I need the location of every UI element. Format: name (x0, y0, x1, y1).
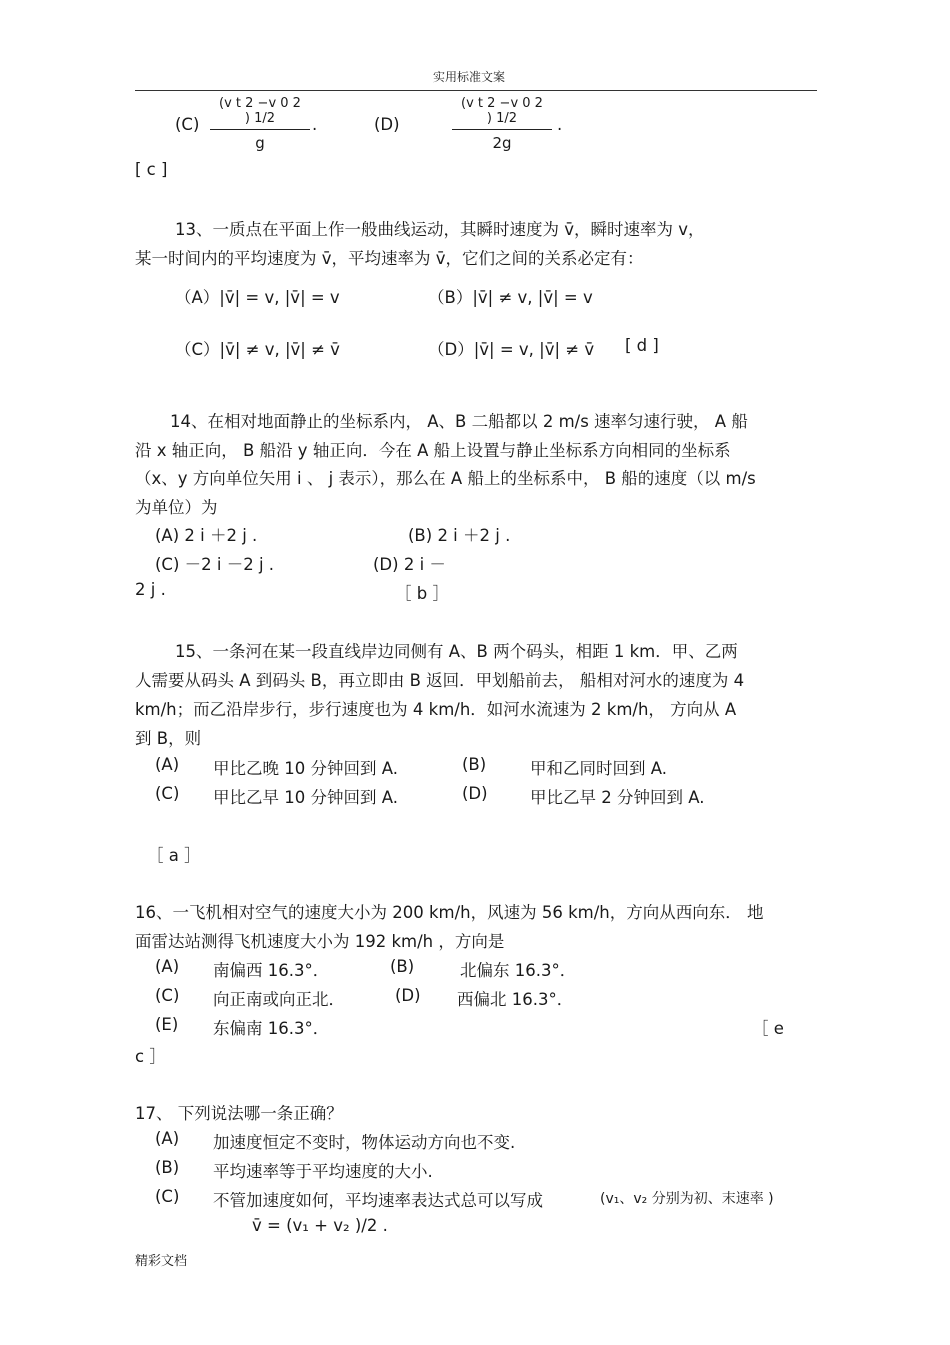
q15-text-line-1: 15、一条河在某一段直线岸边同侧有 A、B 两个码头，相距 1 km．甲、乙两 (175, 642, 738, 661)
q16-option-c-label: (C) (155, 986, 180, 1005)
q16-option-b: 北偏东 16.3°． (460, 961, 577, 980)
q15-option-c: 甲比乙早 10 分钟回到 A. (213, 788, 398, 807)
q14-text-line-4: 为单位）为 (135, 498, 218, 517)
q15-text-line-4: 到 B，则 (135, 729, 202, 748)
q17-option-c-formula: v̄ = (v₁ + v₂ )/2 . (252, 1216, 388, 1235)
q15-text-line-2: 人需要从码头 A 到码头 B，再立即由 B 返回．甲划船前去， 船相对河水的速度为 4 (135, 671, 745, 690)
q12-d-denominator: 2g (492, 134, 512, 152)
q12-d-period: . (557, 115, 563, 134)
q14-text-line-2: 沿 x 轴正向， B 船沿 y 轴正向．今在 A 船上设置与静止坐标系方向相同的坐标系 (135, 441, 731, 460)
q17-option-c-label: (C) (155, 1187, 180, 1206)
q15-option-a: 甲比乙晚 10 分钟回到 A. (213, 759, 398, 778)
q13-option-c: （C）|v̄| ≠ v, |v̄| ≠ v̄ (175, 340, 340, 359)
q17-text-line-1: 17、 下列说法哪一条正确？ (135, 1104, 343, 1123)
q13-option-a: （A）|v̄| = v, |v̄| = v (175, 288, 340, 307)
q12-answer: [ c ] (135, 160, 168, 179)
q15-option-b-label: (B) (462, 755, 487, 774)
header-rule (135, 90, 817, 91)
q13-answer: [ d ] (625, 336, 659, 355)
q17-option-c: 不管加速度如何，平均速率表达式总可以写成 (213, 1191, 543, 1210)
q15-option-c-label: (C) (155, 784, 180, 803)
q16-answer-part-2: c ］ (135, 1047, 166, 1066)
q12-option-c-label: (C) (175, 115, 200, 134)
q15-text-line-3: km/h；而乙沿岸步行，步行速度也为 4 km/h．如河水流速为 2 km/h， 方向从 A (135, 700, 737, 719)
q12-option-d-fraction (452, 96, 552, 152)
q12-d-numerator: (v t 2 −v 0 2 ) 1/2 (452, 96, 552, 130)
q16-option-e: 东偏南 16.3°． (213, 1019, 330, 1038)
q14-text-line-1: 14、在相对地面静止的坐标系内， A、B 二船都以 2 m/s 速率匀速行驶， A 船 (170, 412, 748, 431)
page-footer: 精彩文档 (135, 1254, 188, 1269)
q15-option-d-label: (D) (462, 784, 488, 803)
q17-option-a: 加速度恒定不变时，物体运动方向也不变. (213, 1133, 516, 1152)
q14-option-d-continued: 2 j . (135, 580, 166, 599)
q12-c-denominator: g (255, 134, 265, 152)
page-header: 实用标准文案 (433, 70, 506, 84)
q16-option-a: 南偏西 16.3°． (213, 961, 330, 980)
q12-c-numerator: (v t 2 −v 0 2 ) 1/2 (210, 96, 310, 130)
q16-option-a-label: (A) (155, 957, 180, 976)
q14-text-line-3: （x、y 方向单位矢用 i 、 j 表示），那么在 A 船上的坐标系中， B 船的速度（以 m/s (135, 469, 756, 488)
q13-text-line-1: 13、一质点在平面上作一般曲线运动，其瞬时速度为 v̄，瞬时速率为 v， (175, 220, 705, 239)
q17-option-c-note: (v₁、v₂ 分别为初、末速率 ) (600, 1191, 774, 1207)
q13-text-line-2: 某一时间内的平均速度为 v̄，平均速率为 v̄，它们之间的关系必定有： (135, 249, 644, 268)
q12-c-period: . (312, 115, 318, 134)
q14-option-c: (C) －2 i －2 j . (155, 555, 275, 574)
q17-option-a-label: (A) (155, 1129, 180, 1148)
q16-option-d: 西偏北 16.3°． (457, 990, 574, 1009)
q16-option-e-label: (E) (155, 1015, 179, 1034)
q14-option-a: (A) 2 i ＋2 j . (155, 526, 258, 545)
q14-option-b: (B) 2 i ＋2 j . (408, 526, 511, 545)
q15-answer: ［ a ］ (147, 846, 201, 865)
q13-option-b: （B）|v̄| ≠ v, |v̄| = v (428, 288, 593, 307)
q14-option-d: (D) 2 i － (373, 555, 446, 574)
q16-option-d-label: (D) (395, 986, 421, 1005)
q15-option-d: 甲比乙早 2 分钟回到 A. (530, 788, 705, 807)
q16-option-c: 向正南或向正北． (213, 990, 345, 1009)
q17-option-b: 平均速率等于平均速度的大小. (213, 1162, 433, 1181)
q12-option-d-label: (D) (374, 115, 400, 134)
q16-option-b-label: (B) (390, 957, 415, 976)
q16-answer-part-1: ［ e (752, 1019, 784, 1038)
q16-text-line-2: 面雷达站测得飞机速度大小为 192 km/h ，方向是 (135, 932, 505, 951)
q14-answer: ［ b ］ (395, 584, 449, 603)
q15-option-b: 甲和乙同时回到 A. (530, 759, 667, 778)
q15-option-a-label: (A) (155, 755, 180, 774)
q17-option-b-label: (B) (155, 1158, 180, 1177)
q13-option-d: （D）|v̄| = v, |v̄| ≠ v̄ (428, 340, 595, 359)
q16-text-line-1: 16、一飞机相对空气的速度大小为 200 km/h，风速为 56 km/h，方向从西向东． 地 (135, 903, 764, 922)
q12-option-c-fraction (210, 96, 310, 152)
